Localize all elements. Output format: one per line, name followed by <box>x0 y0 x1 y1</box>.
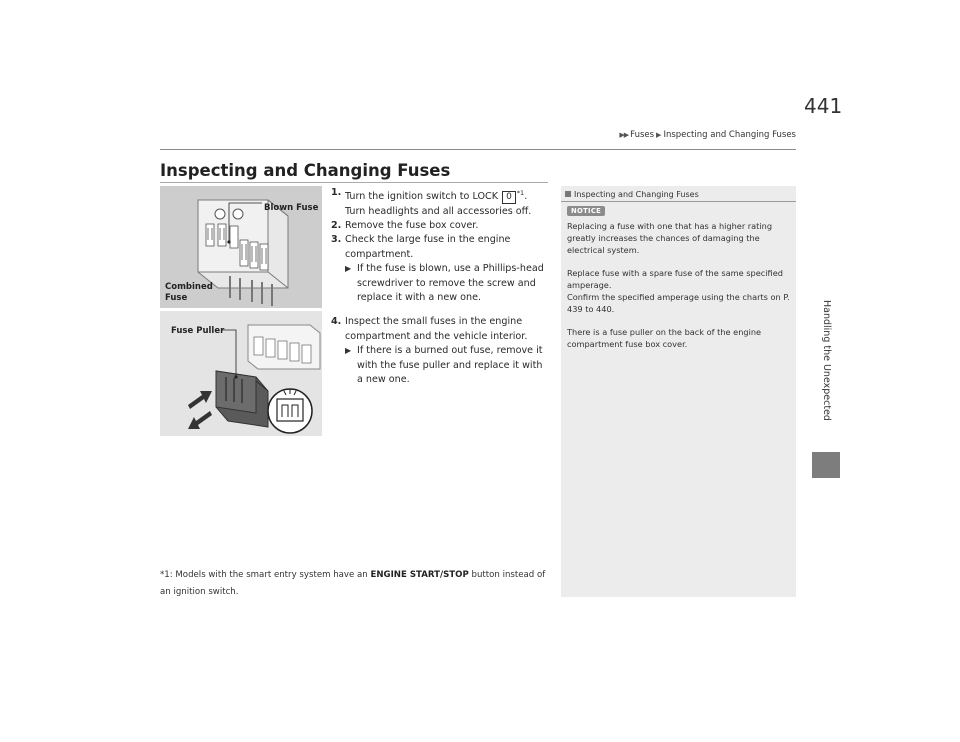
fuse-puller-label: Fuse Puller <box>171 326 225 336</box>
chapter-tab-marker <box>812 452 840 478</box>
footnote-bold-text: ENGINE START/STOP <box>370 570 469 580</box>
step-number: 1. <box>331 187 342 198</box>
blown-fuse-label: Blown Fuse <box>264 203 319 213</box>
note-paragraph: Replacing a fuse with one that has a higher rating greatly increases the chances of damaging the electrical system. <box>567 221 773 255</box>
step-2 <box>331 219 549 233</box>
footnote-text: *1: Models with the smart entry system have an <box>160 570 371 580</box>
step-text: Inspect the small fuses in the engine compartment and the vehicle interior. <box>345 316 528 342</box>
note-panel <box>561 186 796 597</box>
step-text: Turn the ignition switch to LOCK <box>345 191 502 203</box>
breadcrumb-arrow-icon: ▶▶ <box>619 131 629 139</box>
header-divider <box>160 149 796 150</box>
substep-text: If there is a burned out fuse, remove it with the fuse puller and replace it with a new one. <box>357 345 543 386</box>
notice-badge: NOTICE <box>567 206 605 216</box>
combined-fuse-label: Combined <box>165 282 213 292</box>
section-title: Inspecting and Changing Fuses <box>160 161 451 180</box>
combined-fuse-label: Fuse <box>165 293 188 303</box>
step-3-substep <box>331 262 549 305</box>
procedure-steps <box>331 186 549 387</box>
step-number: 4. <box>331 316 342 328</box>
breadcrumb-item[interactable]: Inspecting and Changing Fuses <box>663 130 796 140</box>
step-text: Remove the fuse box cover. <box>345 220 479 231</box>
fuse-puller-illustration <box>160 311 322 436</box>
step-4-substep <box>331 344 549 387</box>
step-4 <box>331 315 549 344</box>
page-number: 441 <box>804 94 843 118</box>
footnote-text: button instead of an ignition switch. <box>160 570 546 597</box>
breadcrumb <box>604 130 796 140</box>
breadcrumb-item[interactable]: Fuses <box>630 130 655 140</box>
footnote-reference[interactable]: *1 <box>516 189 525 197</box>
note-paragraph: There is a fuse puller on the back of the engine compartment fuse box cover. <box>567 327 762 349</box>
step-text: Check the large fuse in the engine compartment. <box>345 234 511 260</box>
step-text: . Turn headlights and all accessories off. <box>345 191 532 217</box>
breadcrumb-arrow-icon: ▶ <box>656 131 662 139</box>
title-divider <box>160 182 548 183</box>
step-1 <box>331 186 549 219</box>
lock-position-icon: 0 <box>502 191 516 204</box>
note-heading <box>565 190 699 199</box>
step-3 <box>331 233 549 262</box>
note-heading-text: Inspecting and Changing Fuses <box>574 190 699 199</box>
step-number: 3. <box>331 234 342 246</box>
note-divider <box>561 201 796 202</box>
footnote <box>160 567 552 601</box>
step-number: 2. <box>331 220 342 231</box>
note-body <box>567 220 792 361</box>
fuse-box-illustration <box>160 186 322 308</box>
note-paragraph: Replace fuse with a spare fuse of the same specified amperage. Confirm the specified amperage using the charts on P. 439 to 440. <box>567 268 790 314</box>
substep-text: If the fuse is blown, use a Phillips-head screwdriver to remove the screw and replace it with a new one. <box>357 263 544 304</box>
chapter-tab[interactable]: Handling the Unexpected <box>821 300 832 421</box>
substep-arrow-icon: ▶ <box>345 346 352 356</box>
substep-arrow-icon: ▶ <box>345 264 352 274</box>
note-marker-icon <box>565 191 571 197</box>
